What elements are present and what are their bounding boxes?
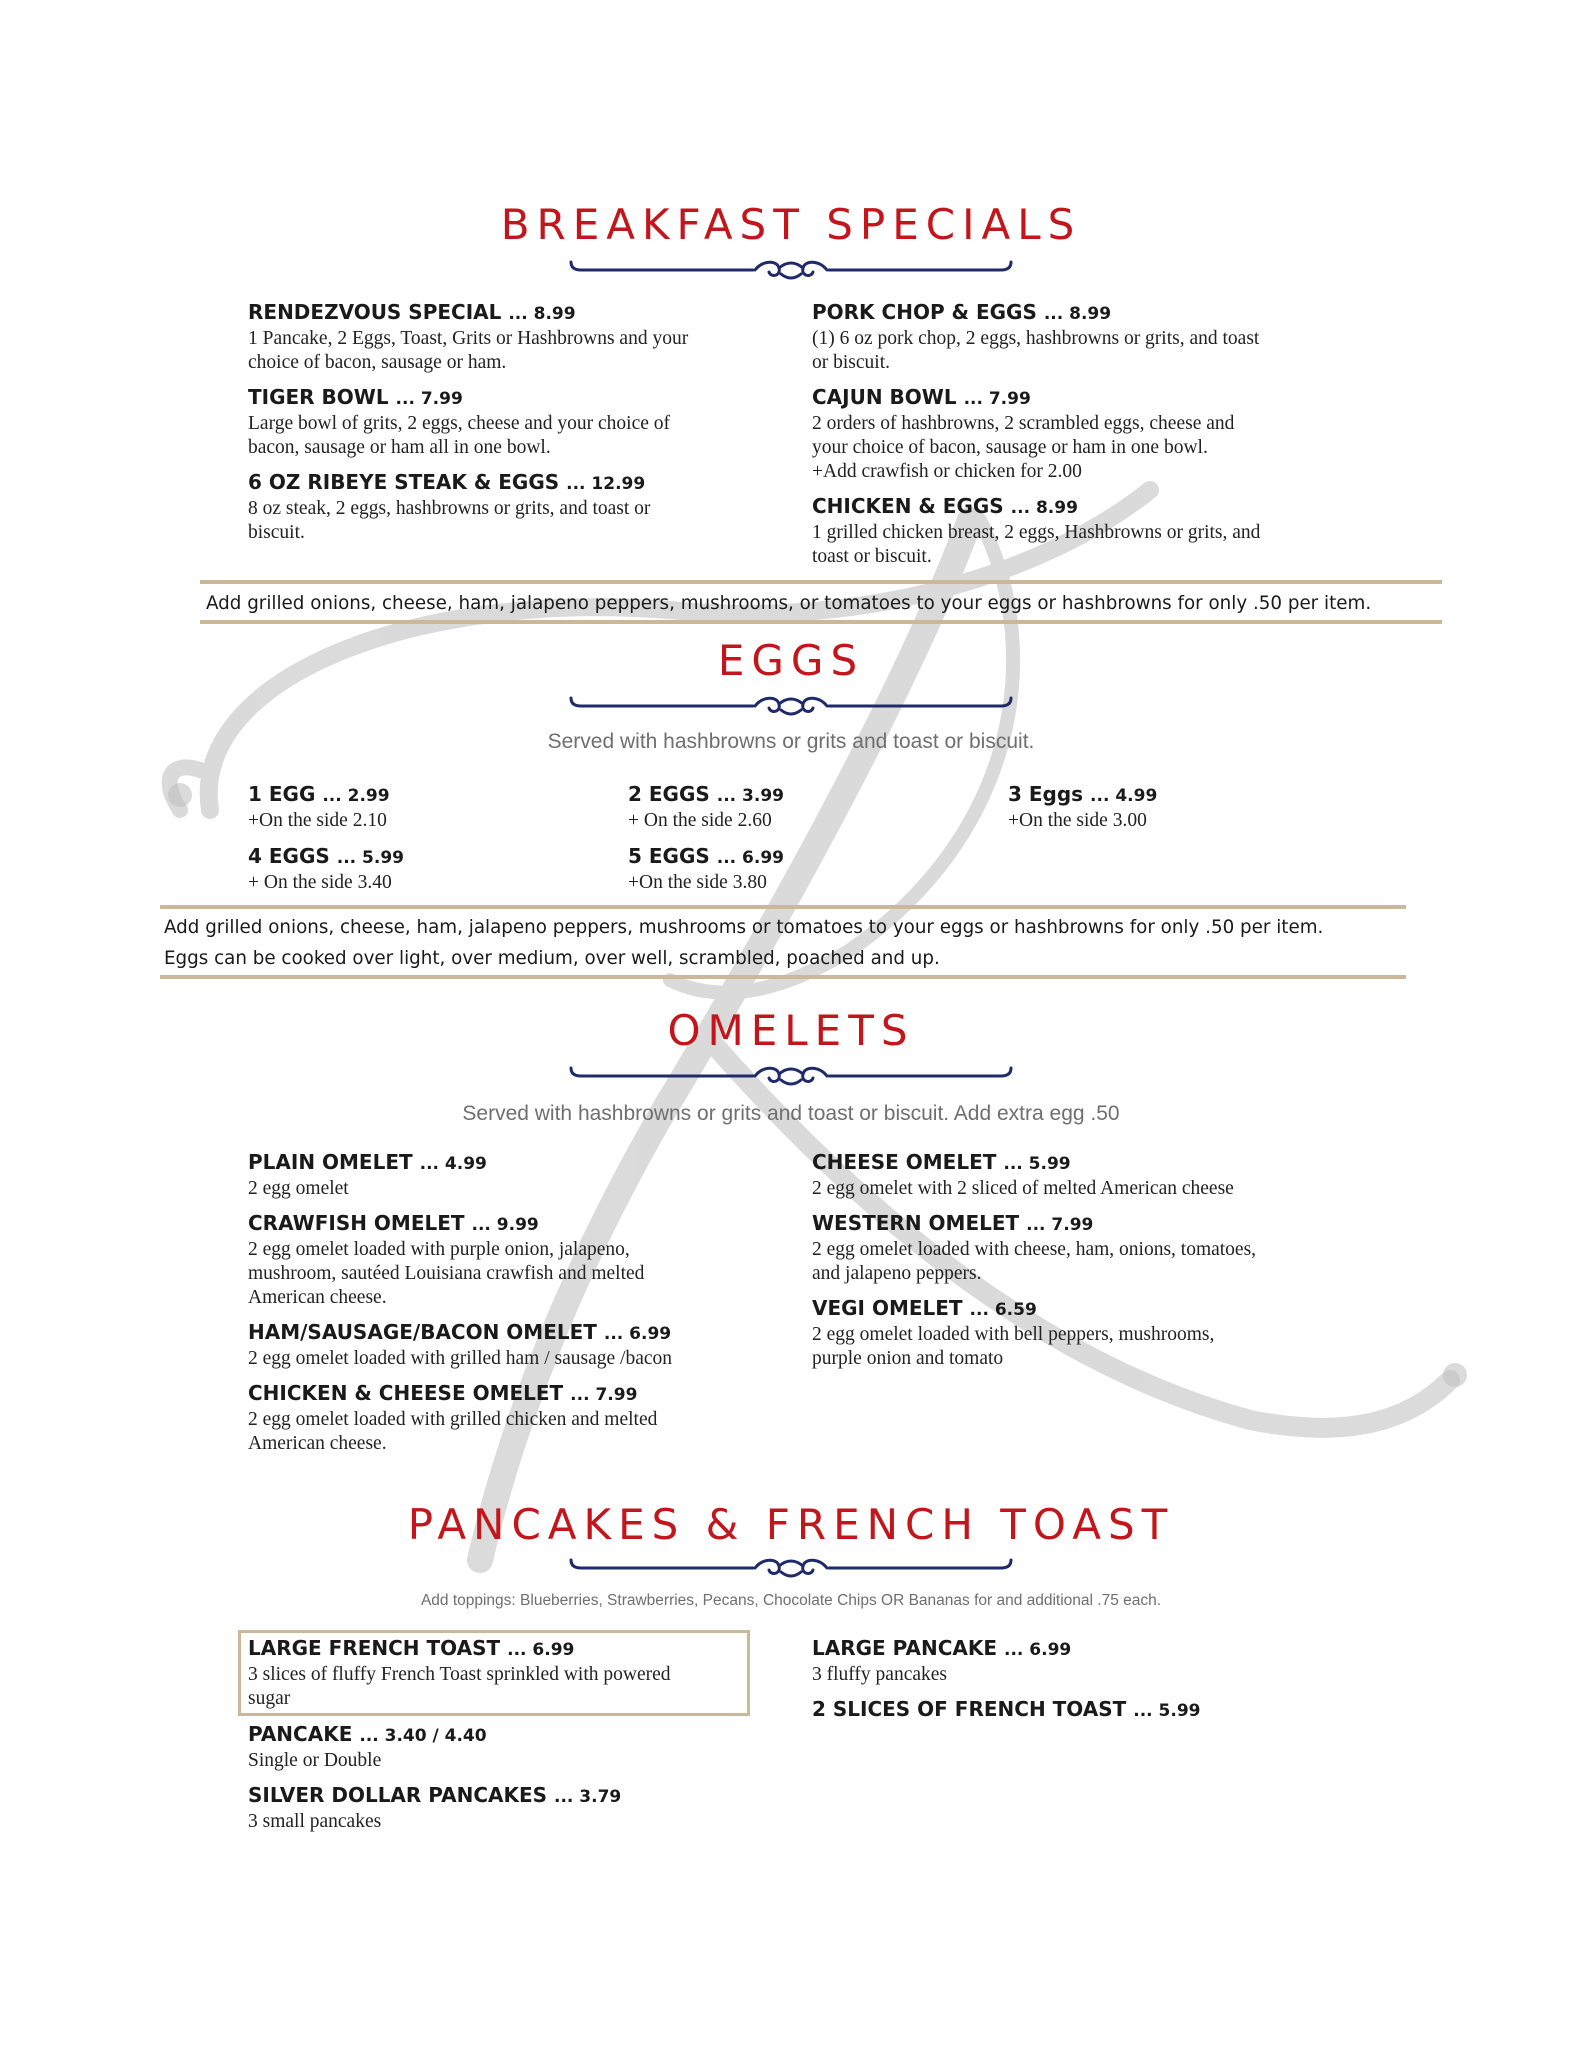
item-name: CAJUN BOWL ... 7.99 <box>812 385 1031 409</box>
omelets-title: OMELETS <box>667 1006 915 1055</box>
eggs-note-line-1: Add grilled onions, cheese, ham, jalapeno peppers, mushrooms or tomatoes to your eggs or hashbrowns for only .50 per item. <box>164 917 1324 938</box>
scroll-flourish-icon <box>565 1554 1017 1580</box>
item-name: SILVER DOLLAR PANCAKES ... 3.79 <box>248 1783 622 1807</box>
item-name: LARGE PANCAKE ... 6.99 <box>812 1636 1072 1660</box>
item-description: + On the side 3.40 <box>248 872 392 893</box>
item-description: +On the side 3.00 <box>1008 810 1147 831</box>
item-name: PLAIN OMELET ... 4.99 <box>248 1150 487 1174</box>
menu-item-ham-sausage-bacon-omelet <box>248 1320 672 1371</box>
menu-item-vegi-omelet <box>812 1296 1214 1371</box>
scroll-flourish-icon <box>565 256 1017 282</box>
item-description: 2 orders of hashbrowns, 2 scrambled eggs, cheese and your choice of bacon, sausage or ham in one bowl. +Add crawfish or chicken for 2.00 <box>812 413 1235 482</box>
item-description: +On the side 3.80 <box>628 872 767 893</box>
item-name: 6 OZ RIBEYE STEAK & EGGS ... 12.99 <box>248 470 646 494</box>
item-name: 4 EGGS ... 5.99 <box>248 844 404 868</box>
item-description: 1 grilled chicken breast, 2 eggs, Hashbrowns or grits, and toast or biscuit. <box>812 522 1261 567</box>
menu-item-2-slices-french-toast <box>812 1697 1201 1724</box>
item-description: 2 egg omelet <box>248 1178 349 1199</box>
item-description: Large bowl of grits, 2 eggs, cheese and your choice of bacon, sausage or ham all in one bowl. <box>248 413 671 458</box>
item-description: + On the side 2.60 <box>628 810 772 831</box>
item-name: CHICKEN & EGGS ... 8.99 <box>812 494 1078 518</box>
breakfast-specials-title: BREAKFAST SPECIALS <box>500 200 1082 249</box>
pancakes-french-toast-title: PANCAKES & FRENCH TOAST <box>407 1500 1175 1549</box>
menu-item-cheese-omelet <box>812 1150 1234 1201</box>
menu-item-tiger-bowl <box>248 385 670 460</box>
item-description: (1) 6 oz pork chop, 2 eggs, hashbrowns or grits, and toast or biscuit. <box>812 328 1260 373</box>
menu-item-pancake <box>248 1722 487 1773</box>
menu-item-pork-chop-eggs <box>812 300 1259 375</box>
item-name: 3 Eggs ... 4.99 <box>1008 782 1158 806</box>
item-name: CHICKEN & CHEESE OMELET ... 7.99 <box>248 1381 638 1405</box>
menu-item-5-eggs <box>628 844 784 895</box>
item-description: +On the side 2.10 <box>248 810 387 831</box>
item-name: VEGI OMELET ... 6.59 <box>812 1296 1037 1320</box>
item-description: 1 Pancake, 2 Eggs, Toast, Grits or Hashbrowns and your choice of bacon, sausage or ham. <box>248 328 689 373</box>
scroll-flourish-icon <box>565 1062 1017 1088</box>
item-description: 2 egg omelet loaded with purple onion, jalapeno, mushroom, sautéed Louisiana crawfish and melted American cheese. <box>248 1239 645 1308</box>
item-description: 2 egg omelet loaded with grilled chicken and melted American cheese. <box>248 1409 658 1454</box>
item-description: 2 egg omelet loaded with grilled ham / sausage /bacon <box>248 1348 673 1369</box>
item-name: 2 EGGS ... 3.99 <box>628 782 784 806</box>
menu-item-crawfish-omelet <box>248 1211 644 1310</box>
menu-item-ribeye-steak-eggs <box>248 470 650 545</box>
item-description: 2 egg omelet loaded with bell peppers, mushrooms, purple onion and tomato <box>812 1324 1215 1369</box>
item-description: 3 fluffy pancakes <box>812 1664 948 1685</box>
menu-item-2-eggs <box>628 782 784 833</box>
item-name: TIGER BOWL ... 7.99 <box>248 385 463 409</box>
omelets-subtitle: Served with hashbrowns or grits and toast or biscuit. Add extra egg .50 <box>462 1102 1120 1125</box>
eggs-title: EGGS <box>717 636 865 685</box>
menu-item-chicken-cheese-omelet <box>248 1381 657 1456</box>
eggs-subtitle: Served with hashbrowns or grits and toast or biscuit. <box>547 730 1035 753</box>
breakfast-addons-note: Add grilled onions, cheese, ham, jalapeno peppers, mushrooms, or tomatoes to your eggs or hashbrowns for only .50 per item. <box>200 580 1442 624</box>
menu-item-large-french-toast <box>248 1636 671 1711</box>
menu-item-3-eggs <box>1008 782 1157 833</box>
menu-item-4-eggs <box>248 844 404 895</box>
item-name: 5 EGGS ... 6.99 <box>628 844 784 868</box>
menu-item-rendezvous-special <box>248 300 688 375</box>
menu-item-1-egg <box>248 782 390 833</box>
item-name: LARGE FRENCH TOAST ... 6.99 <box>248 1636 575 1660</box>
menu-item-cajun-bowl <box>812 385 1234 484</box>
menu-item-chicken-eggs <box>812 494 1260 569</box>
item-name: 2 SLICES OF FRENCH TOAST ... 5.99 <box>812 1697 1201 1721</box>
pancakes-toppings-subtitle: Add toppings: Blueberries, Strawberries, Pecans, Chocolate Chips OR Bananas for and additional .75 each. <box>420 1592 1162 1609</box>
menu-item-western-omelet <box>812 1211 1256 1286</box>
item-name: CRAWFISH OMELET ... 9.99 <box>248 1211 539 1235</box>
item-name: RENDEZVOUS SPECIAL ... 8.99 <box>248 300 576 324</box>
item-description: 3 small pancakes <box>248 1811 382 1832</box>
item-description: 2 egg omelet with 2 sliced of melted American cheese <box>812 1178 1234 1199</box>
item-name: PORK CHOP & EGGS ... 8.99 <box>812 300 1112 324</box>
item-name: WESTERN OMELET ... 7.99 <box>812 1211 1094 1235</box>
item-name: PANCAKE ... 3.40 / 4.40 <box>248 1722 487 1746</box>
item-name: 1 EGG ... 2.99 <box>248 782 390 806</box>
item-description: 8 oz steak, 2 eggs, hashbrowns or grits, and toast or biscuit. <box>248 498 651 543</box>
scroll-flourish-icon <box>565 692 1017 718</box>
eggs-note-line-2: Eggs can be cooked over light, over medium, over well, scrambled, poached and up. <box>164 948 940 969</box>
eggs-addons-note <box>160 905 1406 979</box>
item-description: 3 slices of fluffy French Toast sprinkled with powered sugar <box>248 1664 671 1709</box>
item-name: CHEESE OMELET ... 5.99 <box>812 1150 1071 1174</box>
item-description: Single or Double <box>248 1750 382 1771</box>
menu-item-large-pancake <box>812 1636 1071 1687</box>
item-name: HAM/SAUSAGE/BACON OMELET ... 6.99 <box>248 1320 672 1344</box>
item-description: 2 egg omelet loaded with cheese, ham, onions, tomatoes, and jalapeno peppers. <box>812 1239 1257 1284</box>
menu-item-plain-omelet <box>248 1150 487 1201</box>
menu-item-silver-dollar-pancakes <box>248 1783 621 1834</box>
